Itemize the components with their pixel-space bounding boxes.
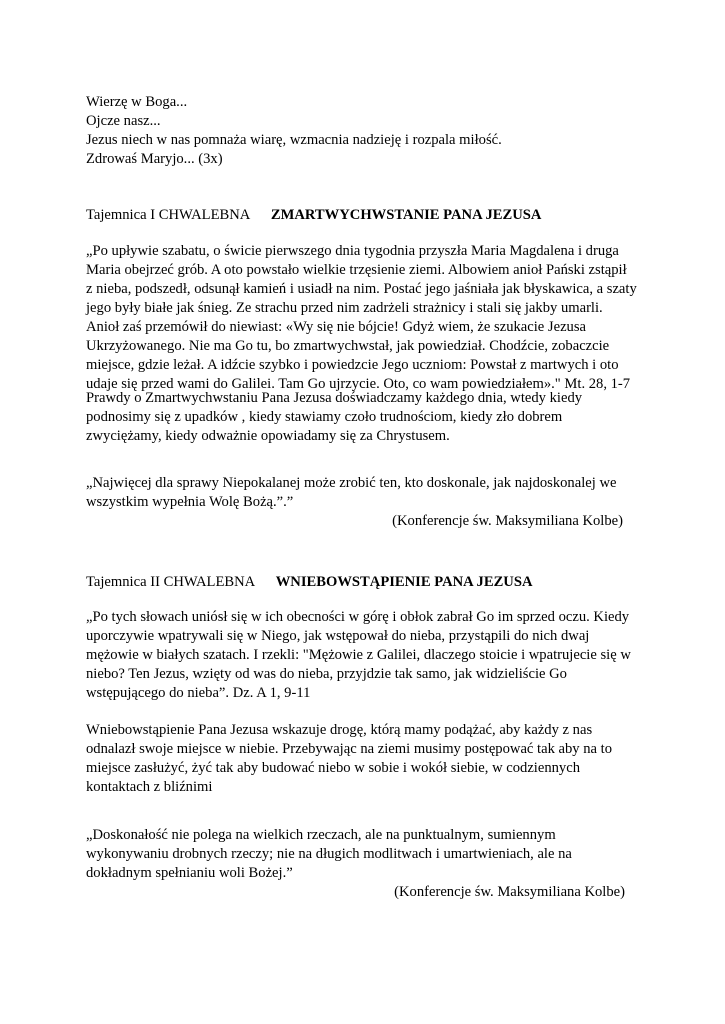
reflection-line: odnalazł swoje miejsce w niebie. Przebywając na ziemi musimy postępować tak aby na to	[86, 741, 613, 757]
mystery-1-reflection	[86, 389, 631, 446]
scripture-line: „Po tych słowach uniósł się w ich obecności w górę i obłok zabrał Go im sprzed oczu. Kiedy	[86, 609, 630, 625]
reflection-line: kontaktach z bliźnimi	[86, 779, 213, 795]
reflection-line: Wniebowstąpienie Pana Jezusa wskazuje drogę, którą mamy podążać, aby każdy z nas	[86, 722, 593, 738]
mystery-1-heading	[86, 206, 631, 225]
quote-source: (Konferencje św. Maksymiliana Kolbe)	[394, 884, 625, 900]
scripture-line: wstępującego do nieba”. Dz. A 1, 9-11	[86, 685, 311, 701]
mystery-1-prefix: Tajemnica I CHWALEBNA	[86, 207, 250, 223]
scripture-line: Maria obejrzeć grób. A oto powstało wielkie trzęsienie ziemi. Albowiem anioł Pański zstąpił	[86, 262, 627, 278]
reflection-line: zwyciężamy, kiedy odważnie opowiadamy się za Chrystusem.	[86, 428, 450, 444]
mystery-2-scripture	[86, 608, 631, 703]
scripture-line: uporczywie wpatrywali się w Niego, jak wstępował do nieba, przystąpili do nich dwaj	[86, 628, 590, 644]
scripture-line: mężowie w białych szatach. I rzekli: "Mężowie z Galilei, dlaczego stoicie i wpatrujecie się w	[86, 647, 631, 663]
reflection-line: miejsce zasłużyć, żyć tak aby budować niebo w sobie i wokół siebie, w codziennych	[86, 760, 580, 776]
mystery-1-scripture	[86, 242, 637, 394]
prayer-line: Wierzę w Boga...	[86, 94, 188, 110]
scripture-line: jego były białe jak śnieg. Ze strachu przed nim zadrżeli strażnicy i stali się jakby umarli.	[86, 300, 603, 316]
mystery-1-quote	[86, 474, 631, 531]
reflection-line: podnosimy się z upadków , kiedy stawiamy czoło trudnościom, kiedy zło dobrem	[86, 409, 563, 425]
prayer-line: Ojcze nasz...	[86, 113, 161, 129]
mystery-2-prefix: Tajemnica II CHWALEBNA	[86, 574, 255, 590]
mystery-2-heading	[86, 573, 631, 592]
mystery-1-title: ZMARTWYCHWSTANIE PANA JEZUSA	[270, 207, 542, 223]
quote-line: „Doskonałość nie polega na wielkich rzeczach, ale na punktualnym, sumiennym	[86, 827, 556, 843]
mystery-2-quote	[86, 826, 631, 902]
quote-line: wszystkim wypełnia Wolę Bożą.”.”	[86, 494, 294, 510]
opening-prayers	[86, 93, 631, 169]
quote-line: „Najwięcej dla sprawy Niepokalanej może zrobić ten, kto doskonale, jak najdoskonalej we	[86, 475, 617, 491]
reflection-line: Prawdy o Zmartwychwstaniu Pana Jezusa doświadczamy każdego dnia, wtedy kiedy	[86, 390, 583, 406]
scripture-line: Anioł zaś przemówił do niewiast: «Wy się nie bójcie! Gdyż wiem, że szukacie Jezusa	[86, 319, 587, 335]
quote-line: wykonywaniu drobnych rzeczy; nie na długich modlitwach i umartwieniach, ale na	[86, 846, 572, 862]
scripture-line: „Po upływie szabatu, o świcie pierwszego dnia tygodnia przyszła Maria Magdalena i druga	[86, 243, 619, 259]
prayer-line: Zdrowaś Maryjo... (3x)	[86, 151, 223, 167]
quote-line: dokładnym spełnianiu woli Bożej.”	[86, 865, 293, 881]
scripture-line: niebo? Ten Jezus, wzięty od was do nieba, przyjdzie tak samo, jak widzieliście Go	[86, 666, 567, 682]
prayer-line: Jezus niech w nas pomnaża wiarę, wzmacnia nadzieję i rozpala miłość.	[86, 132, 502, 148]
scripture-line: z nieba, podszedł, odsunął kamień i usiadł na nim. Postać jego jaśniała jak błyskawica, a szaty	[86, 281, 637, 297]
scripture-line: Ukrzyżowanego. Nie ma Go tu, bo zmartwychwstał, jak powiedział. Chodźcie, zobaczcie	[86, 338, 610, 354]
mystery-2-reflection	[86, 721, 631, 797]
scripture-line: miejsce, gdzie leżał. A idźcie szybko i powiedzcie Jego uczniom: Powstał z martwych i oto	[86, 357, 619, 373]
scripture-line: udaje się przed wami do Galilei. Tam Go ujrzycie. Oto, co wam powiedziałem»." Mt. 28, 1-7	[86, 376, 631, 392]
quote-source: (Konferencje św. Maksymiliana Kolbe)	[392, 513, 623, 529]
mystery-2-title: WNIEBOWSTĄPIENIE PANA JEZUSA	[275, 574, 533, 590]
